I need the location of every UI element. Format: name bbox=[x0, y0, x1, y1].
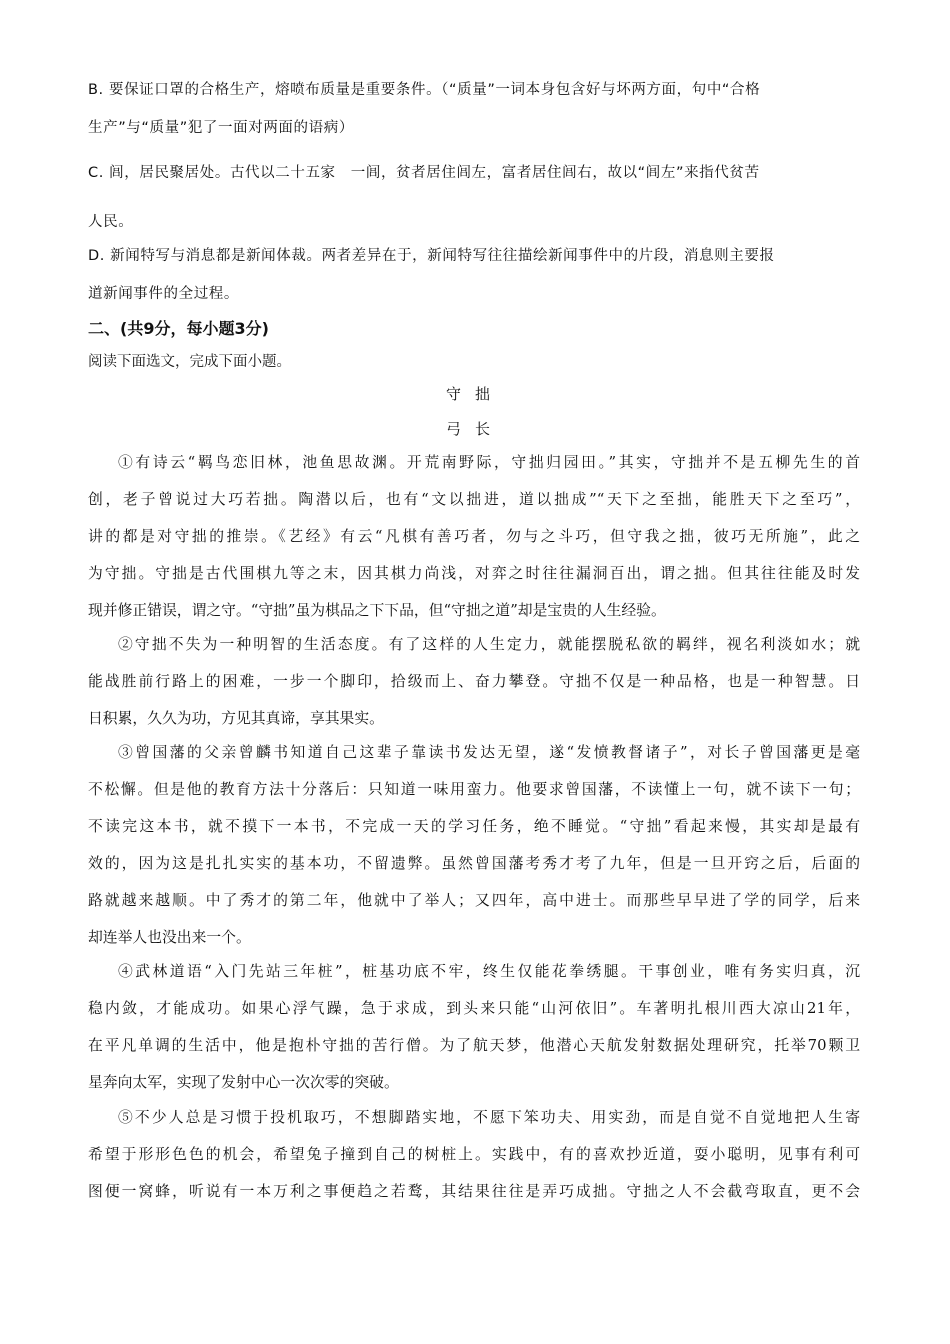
paragraph-3-line-1: ③曾国藩的父亲曾麟书知道自己这辈子靠读书发达无望，遂“发愤教督诸子”，对长子曾国藩更是毫 bbox=[118, 744, 860, 761]
paragraph-3-line-5: 路就越来越顺。中了秀才的第二年，他就中了举人；又四年，高中进士。而那些早早进了学的同学，后来 bbox=[88, 892, 860, 909]
paragraph-1-line-4: 为守拙。守拙是古代围棋九等之末，因其棋力尚浅，对弈之时往往漏洞百出，谓之拙。但其往往能及时发 bbox=[88, 565, 860, 582]
paragraph-4-line-2: 稳内敛，才能成功。如果心浮气躁，急于求成，到头来只能“山河依旧”。车著明扎根川西大凉山21年， bbox=[88, 1000, 860, 1017]
paragraph-2-line-3: 日积累，久久为功，方见其真谛，享其果实。 bbox=[88, 710, 384, 727]
paragraph-1-line-3: 讲的都是对守拙的推崇。《艺经》有云“凡棋有善巧者，勿与之斗巧，但守我之拙，彼巧无所施”，此之 bbox=[88, 528, 860, 545]
paragraph-2-line-2: 能战胜前行路上的困难，一步一个脚印，拾级而上、奋力攀登。守拙不仅是一种品格，也是一种智慧。日 bbox=[88, 673, 860, 690]
paragraph-1-line-1: ①有诗云“羁鸟恋旧林，池鱼思故渊。开荒南野际，守拙归园田。”其实，守拙并不是五柳先生的首 bbox=[118, 454, 860, 471]
paragraph-5-line-2: 希望于形形色色的机会，希望兔子撞到自己的树桩上。实践中，有的喜欢抄近道，耍小聪明，见事有利可 bbox=[88, 1146, 860, 1163]
option-c-line-2: 人民。 bbox=[88, 214, 134, 230]
paragraph-3-line-3: 不读完这本书，就不摸下一本书，不完成一天的学习任务，绝不睡觉。“守拙”看起来慢，其实却是最有 bbox=[88, 818, 860, 835]
option-d-line-1: D. 新闻特写与消息都是新闻体裁。两者差异在于，新闻特写往往描绘新闻事件中的片段，消息则主要报 bbox=[88, 248, 775, 264]
option-b-line-1: B. 要保证口罩的合格生产，熔喷布质量是重要条件。（“质量”一词本身包含好与坏两方面，句中“合格 bbox=[88, 82, 761, 98]
article-title: 守拙 bbox=[445, 385, 504, 403]
paragraph-3-line-4: 效的，因为这是扎扎实实的基本功，不留遗弊。虽然曾国藩考秀才考了九年，但是一旦开窍之后，后面的 bbox=[88, 855, 860, 872]
paragraph-4-line-4: 星奔向太军，实现了发射中心一次次零的突破。 bbox=[88, 1074, 399, 1091]
section-instruction: 阅读下面选文，完成下面小题。 bbox=[88, 354, 291, 370]
paragraph-2-line-1: ②守拙不失为一种明智的生活态度。有了这样的人生定力，就能摆脱私欲的羁绊，视名利淡如水；就 bbox=[118, 636, 860, 653]
option-b-line-2: 生产”与“质量”犯了一面对两面的语病） bbox=[88, 120, 354, 136]
section-title: 二、(共9分，每小题3分) bbox=[88, 319, 269, 338]
option-c-line-1: C. 闾，居民聚居处。古代以二十五家 一闾，贫者居住闾左，富者居住闾右，故以“闾左”来指代贫苦 bbox=[88, 165, 760, 181]
paragraph-3-line-2: 不松懈。但是他的教育方法十分落后：只知道一味用蛮力。他要求曾国藩，不读懂上一句，就不读下一句； bbox=[88, 781, 860, 798]
option-d-line-2: 道新闻事件的全过程。 bbox=[88, 286, 239, 302]
paragraph-3-line-6: 却连举人也没出来一个。 bbox=[88, 929, 251, 946]
paragraph-4-line-3: 在平凡单调的生活中，他是抱朴守拙的苦行僧。为了航天梦，他潜心天航发射数据处理研究，托举70颗卫 bbox=[88, 1037, 860, 1054]
paragraph-4-line-1: ④武林道语“入门先站三年桩”，桩基功底不牢，终生仅能花拳绣腿。干事创业，唯有务实归真，沉 bbox=[118, 963, 860, 980]
article-author: 弓长 bbox=[445, 420, 504, 438]
paragraph-1-line-5: 现并修正错误，谓之守。“守拙”虽为棋品之下下品，但“守拙之道”却是宝贵的人生经验。 bbox=[88, 602, 666, 619]
paragraph-5-line-1: ⑤不少人总是习惯于投机取巧，不想脚踏实地，不愿下笨功夫、用实劲，而是自觉不自觉地把人生寄 bbox=[118, 1109, 860, 1126]
paragraph-1-line-2: 创，老子曾说过大巧若拙。陶潜以后，也有“文以拙进，道以拙成”“天下之至拙，能胜天下之至巧”， bbox=[88, 491, 860, 508]
paragraph-5-line-3: 图便一窝蜂，听说有一本万利之事便趋之若鹜，其结果往往是弄巧成拙。守拙之人不会截弯取直，更不会 bbox=[88, 1183, 860, 1200]
